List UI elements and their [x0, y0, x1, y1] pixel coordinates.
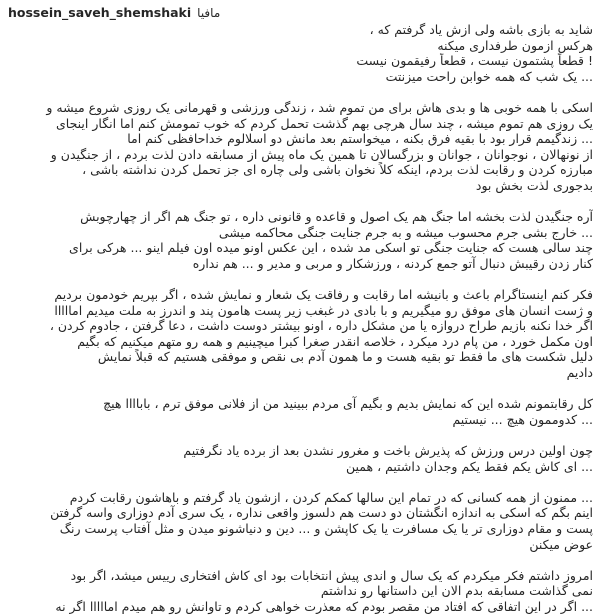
- caption-line: کل رقابتمونم شده این که نمایش بدیم و بگیم آی مردم ببینید من از فلانی موفق ترم ، باباااا هیچ: [103, 396, 593, 412]
- caption-line: فکر کنم اینستاگرام باعث و بانیشه اما رقابت و رفاقت یک شعار و نمایش شده ، اگر بپریم خودمون بردیم: [54, 287, 593, 303]
- paragraph-gap: [8, 427, 593, 443]
- caption-line: از نونهالان ، نوجوانان ، جوانان و بزرگسالان تا همین یک ماه پیش از مسابقه دادن لذت بردم ، از جنگیدن و: [50, 146, 593, 162]
- caption-line: چند سالی هست که جنایت جنگی تو اسکی مد شده ، این عکس اونو میده اون فیلم اینو ... هرکی برای: [69, 240, 593, 256]
- post-header: [8, 2, 593, 22]
- caption-line: اون مکمل خورد ، من پام درد میکرد ، خلاصه انقدر صغرا کبرا میچینیم و همه رو متهم میکنیم که بگیم: [77, 333, 593, 349]
- caption-line: ... خارج بشی جرم محسوب میشه و به جرم جنایت جنگی محاکمه میشی: [218, 224, 593, 240]
- caption-paragraph: [8, 209, 593, 271]
- caption-paragraph: [8, 100, 593, 194]
- caption-line: نمی گذاشت مسابقه بدم الان این داستانها رو نداشتم: [320, 583, 593, 599]
- caption-line: ... کدوممون هیچ ... نیستیم: [452, 411, 593, 427]
- caption-line: پست و مقام دوزاری تر یا یک مسافرت یا یک کاپشن و ... دین و دنیاشونو میدن و مثل آفتاب پرست رنگ: [59, 521, 593, 536]
- caption-paragraph: [8, 490, 593, 552]
- caption-line: اگر خدا نکنه بازیم طراح دروازه یا من مشکل داره ، اونو بیشتر دوست داشت ، دعا گرفتن ، جادوم کردن ،: [49, 318, 593, 334]
- paragraph-gap: [8, 272, 593, 288]
- paragraph-gap: [8, 194, 593, 210]
- caption-text: [8, 22, 593, 615]
- paragraph-gap: [8, 84, 593, 100]
- caption-paragraph: [8, 396, 593, 427]
- caption-line: دلیل شکست های ما فقط تو بقیه هست و ما همون آدم بی نقص و موفقی هستیم که قبلاً نمایش: [97, 349, 593, 365]
- caption-line: عوض میکنن: [529, 536, 593, 552]
- caption-line: ! قطعاً پشتمون نیست ، قطعاً رفیقمون نیست: [356, 53, 593, 69]
- paragraph-gap: [8, 381, 593, 397]
- caption-line: و ژست انسان های موفق رو میگیریم و با بادی در غبغب زیر پست هامون پند و اندرز به ملت میدیم امااااا: [54, 302, 593, 318]
- caption-line: چون اولین درس ورزش که پذیرش باخت و مغرور نشدن بعد از برده یاد نگرفتیم: [183, 443, 593, 459]
- caption-line: آره جنگیدن لذت بخشه اما جنگ هم یک اصول و قاعده و قانونی داره ، تو جنگ هم اگر از چهارچوبش: [80, 209, 593, 225]
- caption-line: مبارزه کردن و رقابت لذت بردم، اینکه کلاً نخوان باشی ولی چاره ای جز تحمل کردن نداشته باشی ،: [82, 162, 593, 178]
- caption-line: کنار زدن رقیبش دنبال آتو جمع کردنه ، ورزشکار و مربی و مدیر و ... هم نداره: [192, 255, 593, 271]
- paragraph-gap: [8, 474, 593, 490]
- caption-line: ... یک شب که همه خوابن راحت میزنتت: [385, 68, 593, 84]
- caption-line: هرکس ازمون طرفداری میکنه: [437, 37, 593, 53]
- caption-line: امروز داشتم فکر میکردم که یک سال و اندی پیش انتخابات بود ای کاش افتخاری رییس میشد، اگر بود: [70, 567, 593, 583]
- caption-paragraph: [8, 287, 593, 381]
- caption-line: اینم بگم که اسکی به اندازه انگشتان دو دست هم دلسوز واقعی نداره ، یک سری آدم دوزاری واسه گرفتن: [50, 505, 593, 521]
- caption-line: بدجوری لذت بخش بود: [475, 177, 593, 193]
- caption-line: ... ممنون از همه کسانی که در تمام این سالها کمکم کردن ، ازشون یاد گرفتم و باهاشون رقابت کردم: [69, 489, 593, 505]
- paragraph-gap: [8, 552, 593, 568]
- caption-paragraph: [8, 443, 593, 474]
- caption-line: ... ای کاش یکم فقط یکم وجدان داشتیم ، همین: [345, 458, 593, 474]
- username-link[interactable]: hossein_saveh_shemshaki: [8, 5, 192, 20]
- caption-line: ... اگر در این اتفاقی که افتاد من مقصر بودم که معذرت خواهی کردم و تاوانش رو هم میدم امااااا اگر نه: [55, 598, 593, 614]
- caption-line: یک روزی هم تموم میشه ، چند سال هرچی بهم گذشت تحمل کردم که خوب تمومش کنم اما انگار اینجای: [56, 115, 593, 131]
- caption-line: شاید به بازی باشه ولی ازش یاد گرفتم که ،: [369, 22, 593, 37]
- caption-line: ... زندگیمم قرار بود با بقیه فرق بکنه ، میخواستم بعد مانش دو اسلالوم خداحافظی کنم اما: [127, 131, 593, 147]
- caption-paragraph: [8, 568, 593, 615]
- caption-line: اسکی با همه خوبی ها و بدی هاش برای من تموم شد ، زندگی ورزشی و قهرمانی یک روزی شروع میشه و: [46, 99, 593, 115]
- caption-paragraph: [8, 22, 593, 84]
- location-label: مافیا: [197, 6, 221, 20]
- caption-line: دادیم: [566, 365, 593, 381]
